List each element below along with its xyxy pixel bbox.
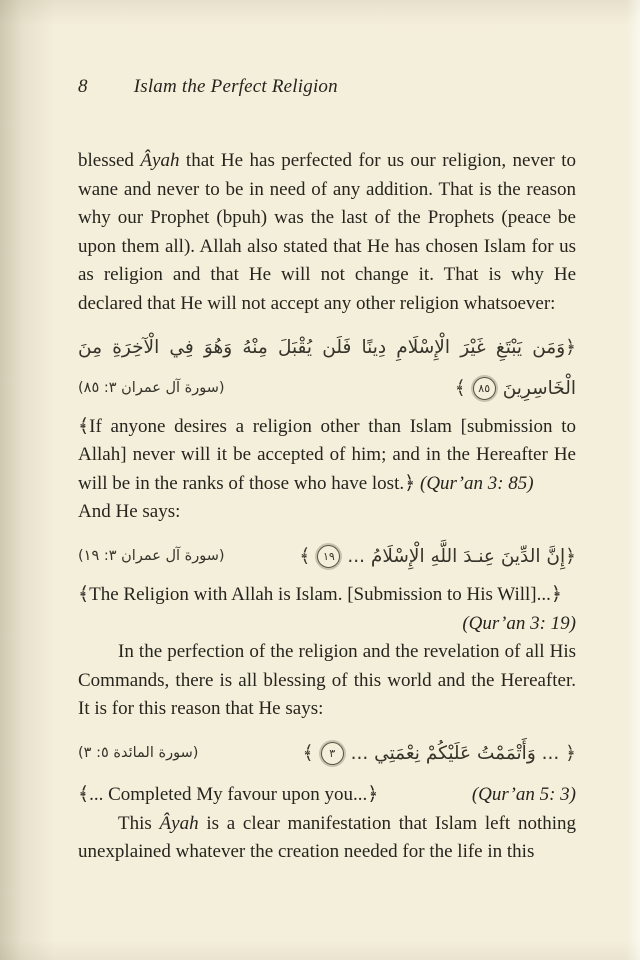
paragraph-1 [78, 147, 576, 319]
arabic-verse-line-2-row [78, 368, 576, 409]
translation-3-85 [78, 413, 576, 499]
paragraph-3 [78, 810, 576, 867]
quran-ref-3-85: (Qur’an 3: 85) [420, 472, 534, 494]
quran-ref-5-3: (Qur’an 5: 3) [471, 783, 576, 805]
page-number: 8 [78, 76, 88, 97]
translation-5-3-text: ﴾... Completed My favour upon you...﴿ [78, 783, 379, 805]
running-header [78, 76, 576, 98]
book-title-header: Islam the Perfect Religion [133, 76, 338, 97]
paragraph-2: In the perfection of the religion and the revelation of all His Commands, there is all blessing of this world and the Hereafter. It is for this reason that He says: [78, 641, 576, 720]
quran-verse-3-19 [78, 536, 576, 577]
arabic-source-reference: (سورة آل عمران ٣: ٨٥) [78, 380, 225, 397]
verse-closing-ornament: ﴾ [454, 376, 466, 399]
arabic-verse-line-1: ﴿وَمَن يَبْتَغِ غَيْرَ الْإِسْلَامِ دِينًا فَلَن يُقْبَلَ مِنْهُ وَهُوَ فِي الْآخِرَةِ مِنَ [78, 336, 576, 358]
translation-3-19 [78, 581, 576, 638]
paragraph-1-pre: blessed [78, 150, 141, 171]
body-copy [78, 147, 576, 867]
translation-5-3 [78, 781, 576, 810]
verse-closing-ornament: ﴾ [302, 741, 314, 764]
quran-ref-3-19: (Qur’an 3: 19) [462, 612, 576, 634]
paragraph-1-post: that He has perfected for us our religion, never to wane and never to be in need of any addition. That is the reason why our Prophet (bpuh) was the last of the Prophets (peace be upon them all). Allah also stated that He has chosen Islam for us as religion and that He will not change it. That is why He declared that He will not accept any other religion whatsoever: [78, 150, 576, 314]
arabic-verse-row [78, 536, 576, 577]
paragraph-1-term: Âyah [140, 150, 180, 171]
verse-number-rosette: ١٩ [317, 545, 340, 568]
arabic-source-reference: (سورة المائدة ٥: ٣) [78, 745, 199, 762]
verse-closing-ornament: ﴾ [299, 544, 311, 567]
arabic-verse-line-2 [455, 368, 576, 409]
quran-verse-3-85 [78, 328, 576, 409]
translation-3-85-text: ﴾If anyone desires a religion other than Islam [submission to Allah] never will it be accepted of him; and in the Hereafter He will be in the ranks of those who have lost.﴿ [78, 415, 576, 494]
arabic-source-reference: (سورة آل عمران ٣: ١٩) [78, 548, 225, 565]
arabic-verse-text [299, 536, 576, 577]
lead-in-line: And He says: [78, 501, 181, 523]
arabic-verse-row [78, 733, 576, 774]
arabic-verse-words: ﴿إِنَّ الدِّينَ عِنـدَ اللَّهِ الْإِسْلَامُ ... [347, 545, 576, 567]
arabic-verse-words: ﴿ ... وَأَتْمَمْتُ عَلَيْكُمْ نِعْمَتِي ... [350, 742, 576, 764]
translation-3-19-text: ﴾The Religion with Allah is Islam. [Submission to His Will]...﴿ [78, 583, 563, 605]
quran-verse-5-3 [78, 733, 576, 774]
paragraph-3-term: Âyah [159, 812, 199, 834]
paragraph-3-pre: This [118, 812, 160, 834]
verse-number-rosette: ٣ [321, 742, 344, 765]
paragraph-3-post: is a clear manifestation that Islam left nothing unexplained whatever the creation needed for the life in this [78, 812, 576, 863]
arabic-verse-text [303, 733, 577, 774]
arabic-verse-end-word: الْخَاسِرِينَ [502, 377, 576, 399]
verse-number-rosette: ٨٥ [473, 377, 496, 400]
